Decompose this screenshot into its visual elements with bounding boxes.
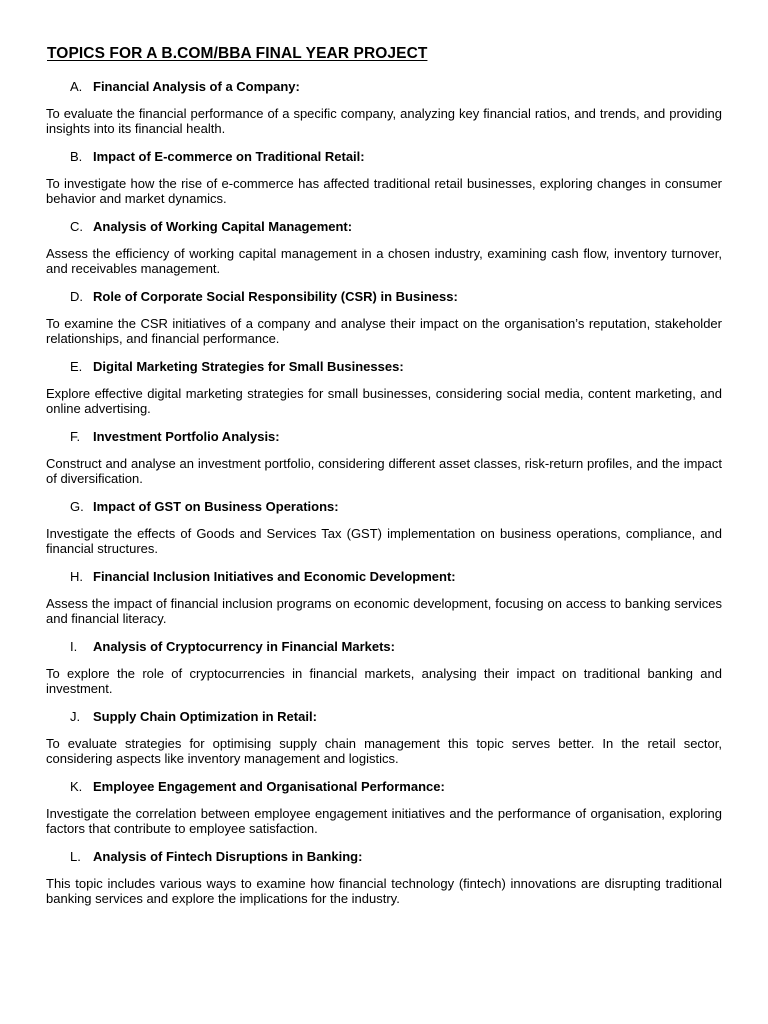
topic-description: Assess the impact of financial inclusion programs on economic development, focusing on access to banking services and financial literacy. — [46, 596, 722, 626]
topic-heading — [46, 849, 722, 865]
topic-title: Impact of E-commerce on Traditional Retail: — [93, 149, 365, 164]
topic-letter: K. — [70, 779, 83, 794]
topic-letter: H. — [70, 569, 83, 584]
document-page — [46, 44, 722, 919]
topic-c — [46, 219, 722, 276]
topic-heading — [46, 359, 722, 375]
topic-description: Construct and analyse an investment portfolio, considering different asset classes, risk-return profiles, and the impact of diversification. — [46, 456, 722, 486]
topic-d — [46, 289, 722, 346]
topic-letter: I. — [70, 639, 78, 654]
topic-description: Investigate the effects of Goods and Services Tax (GST) implementation on business operations, compliance, and financial structures. — [46, 526, 722, 556]
topic-i — [46, 639, 722, 696]
topic-title: Role of Corporate Social Responsibility (CSR) in Business: — [93, 289, 458, 304]
topic-heading — [46, 569, 722, 585]
topic-heading — [46, 639, 722, 655]
topic-title: Analysis of Cryptocurrency in Financial Markets: — [93, 639, 395, 654]
topic-description: Investigate the correlation between employee engagement initiatives and the performance of organisation, exploring factors that contribute to employee satisfaction. — [46, 806, 722, 836]
topic-description: To evaluate the financial performance of a specific company, analyzing key financial ratios, and trends, and providing insights into its financial health. — [46, 106, 722, 136]
topic-title: Financial Inclusion Initiatives and Economic Development: — [93, 569, 456, 584]
topic-heading — [46, 149, 722, 165]
topic-description: Assess the efficiency of working capital management in a chosen industry, examining cash flow, inventory turnover, and receivables management. — [46, 246, 722, 276]
topic-j — [46, 709, 722, 766]
topic-letter: J. — [70, 709, 81, 724]
topic-a — [46, 79, 722, 136]
topic-title: Financial Analysis of a Company: — [93, 79, 300, 94]
topic-letter: E. — [70, 359, 83, 374]
topic-letter: D. — [70, 289, 83, 304]
topic-letter: B. — [70, 149, 83, 164]
topic-e — [46, 359, 722, 416]
topic-letter: G. — [70, 499, 84, 514]
topic-title: Investment Portfolio Analysis: — [93, 429, 280, 444]
topic-l — [46, 849, 722, 906]
topic-heading — [46, 79, 722, 95]
topic-title: Supply Chain Optimization in Retail: — [93, 709, 317, 724]
topic-g — [46, 499, 722, 556]
topic-title: Impact of GST on Business Operations: — [93, 499, 339, 514]
topic-heading — [46, 709, 722, 725]
topic-title: Digital Marketing Strategies for Small Businesses: — [93, 359, 404, 374]
topic-letter: L. — [70, 849, 81, 864]
page-title: TOPICS FOR A B.COM/BBA FINAL YEAR PROJECT — [47, 45, 428, 62]
topic-heading — [46, 779, 722, 795]
topic-b — [46, 149, 722, 206]
topic-description: To evaluate strategies for optimising supply chain management this topic serves better. In the retail sector, considering aspects like inventory management and logistics. — [46, 736, 722, 766]
topic-heading — [46, 499, 722, 515]
topic-description: Explore effective digital marketing strategies for small businesses, considering social media, content marketing, and online advertising. — [46, 386, 722, 416]
topic-f — [46, 429, 722, 486]
topic-heading — [46, 289, 722, 305]
topic-heading — [46, 429, 722, 445]
topic-letter: A. — [70, 79, 83, 94]
topic-title: Analysis of Fintech Disruptions in Banking: — [93, 849, 363, 864]
topic-description: To explore the role of cryptocurrencies in financial markets, analysing their impact on traditional banking and investment. — [46, 666, 722, 696]
topic-description: To investigate how the rise of e-commerce has affected traditional retail businesses, exploring changes in consumer behavior and market dynamics. — [46, 176, 722, 206]
topic-description: To examine the CSR initiatives of a company and analyse their impact on the organisation’s reputation, stakeholder relationships, and financial performance. — [46, 316, 722, 346]
topic-h — [46, 569, 722, 626]
topic-letter: C. — [70, 219, 83, 234]
topic-description: This topic includes various ways to examine how financial technology (fintech) innovations are disrupting traditional banking services and explore the implications for the industry. — [46, 876, 722, 906]
topic-title: Analysis of Working Capital Management: — [93, 219, 353, 234]
topic-k — [46, 779, 722, 836]
topic-letter: F. — [70, 429, 81, 444]
topic-title: Employee Engagement and Organisational Performance: — [93, 779, 445, 794]
topic-heading — [46, 219, 722, 235]
